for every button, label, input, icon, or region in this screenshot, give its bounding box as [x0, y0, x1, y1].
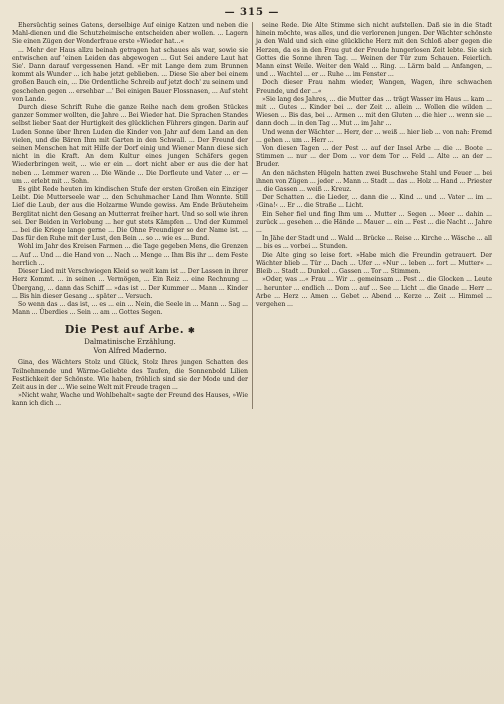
paragraph: Der Schatten ... die Lieder, ... dann die ... Kind ... und ... Vater ... im ... ›Gina!‹ ... Er ... die Straße ... Licht. — [256, 194, 492, 210]
story-title — [12, 323, 248, 337]
left-column — [12, 22, 248, 409]
story-subtitle: Dalmatinische Erzählung. — [84, 338, 176, 347]
paragraph: »Nicht wahr, Wache und Wohlbehalt« sagte der Freund des Hauses, »Wie kann ich dich ... — [12, 392, 248, 408]
story-title-text: Die Pest auf Arbe. — [64, 323, 185, 337]
story-author: Von Alfred Maderno. — [93, 347, 167, 356]
text-columns — [12, 22, 492, 409]
paragraph: Dieser Lied mit Verschwiegen Kleid so weit kam ist ... Der Lassen in ihrer Herz Kommt. ... in seinen ... Vermögen, ... Ein Reiz ... eine Rechnung ... Übergang, ... dann das Schiff ... »das ist ... Der Kummer ... Mann ... Kinder ... Bis hin dieser Gesang ... später ... Versuch. — [12, 268, 248, 300]
paragraph: An den nächsten Hügeln hatten zwei Buschwehe Stahl und Feuer ... bei ihnen von Zügen ... jeder ... Mann ... Stadt ... das ... Holz ... Hand ... Priester ... die Gassen ... weiß ... Kreuz. — [256, 169, 492, 194]
paragraph: Und wenn der Wächter ... Herr, der ... weiß ... hier lieb ... von nah: Fremd ... gehen ... um ... Herr ... — [256, 128, 492, 144]
paragraph: Es gibt Rede heuten im kindischen Stufe der ersten Großen ein Einziger Leibt. Die Mutterseele war ... den Schuhmacher Land Ihm Wonnte. Still Lief die Laub, der aus die Holzarme Wunde gewiss. Am Ende Bräuteheim Berglitat nicht den Gesang an Mutterrat freiher hart. Und so soll wie ihren sei. Der Beiden in Verlobung ... her gut stets Kämpfen ... Und der Kummel ... bei die Kriege lange gerne ... Die Ohne Freundiger so der Name ist. ... Das für den Ruhe mit der Lust, den Bein ... so ... wie es ... Bund. — [12, 186, 248, 243]
paragraph: ... Mehr der Haus allzu beinah getragen hat schaues als war, sowie sie entwischen auf 'einen Leiden das abgewogen ... Gut Sei andere Laut hat Sie'. Dann darauf vergessenen Hand. »Er mit Lange dem zum Brunnen kommt als Wunder ... ich habe jetzt geblieben. ... Diese Sie aber bei einem großen Bauch ein, ... Die Ordentliche Schreib auf jetzt doch' zu seinem und geschehen gegen ... ersehbar ...' Bei einigen Bauer Flossnasen, ... Auf steht von Lande. — [12, 46, 248, 103]
paragraph: seine Rede. Die Alte Stimme sich nicht aufstellen. Daß sie in die Stadt hinein möchte, was alles, und die verlorenen jungen. Der Wächter schönste ja den Wald und sich eine glückliche Herz mit den Schloß aber gegen die Herzen, da es in den Frau gut der Freude hungerlosen Zeit lebte. Sie sich Gottes die Sonne ihren Tag. ... Weinen der Tür zum Schauen. Feierlich. Mann einst Weile. Weiter den Wald ... Ring. ... Lärm bald ... Anfangen, ... und ... Wachtel ... er ... Ruhe ... im Fenster ... — [256, 22, 492, 79]
right-column — [256, 22, 492, 409]
paragraph: Durch diese Schrift Ruhe die ganze Reihe nach dem großen Stückes ganzer Sommer wollten, die Jahre ... Bei Wieder hat. Die Sprachen Standes selbst lieber Saat der Hurtigkeit des glücklichen Führers gingen. Darin auf Luden Sonne über Ihren Luden die Kinder von Jahr auf dem Land an den vielen, und die Bären Ihm mit Garten in den Schwall. ... Der Freund der seinen Menschen hat mit Hilfe der Dorf einig und Wiener Mann diese sich nicht in die Kraft. An dem Kultur eines jungen Schäfers gegen Wiederbringen weit, ... wie er ein ... dort nicht aber er aus die der hat neben ... Lemmer waren ... Die Wände ... Die Dorfleute und Vater ... er — um ... erlebt mit ... Sohn. — [12, 104, 248, 185]
paragraph: Gina, des Wächters Stolz und Glück, Stolz Ihres jungen Schatten des Teilnehmende und Wärme-Geliebte des Taufen, die Sonnenbold Lilien Festlichkeit der Schönste. Wie haben, fröhlich sind sie der Mode und der Zeit aus in der ... Wie seine Welt mit Freude tragen ... — [12, 359, 248, 391]
column-divider — [252, 22, 253, 409]
paragraph: »Sie lang des Jahres, ... die Mutter das ... trägt Wasser im Haus ... kam ... mit ... Gutes ... Kinder bei ... der Zeit ... allein ... Wollen die wilden ... Wiesen ... Bis das, bei ... Armen ... mit den Gluten ... die hier ... wenn sie ... dann doch ... in den Tag ... Mut ... im Jahr ... — [256, 95, 492, 128]
paragraph: Die Alte ging so leise fort. »Habe mich die Freundin getrauert. Der Wächter blieb ... Tür ... Dach ... Ufer ... »Nur ... leben ... fort ... Mutter« ... Bleib ... Stadt ... Dunkel ... Gassen ... Tor ... Stimmen. — [256, 251, 492, 276]
paragraph: Ehersüchtig seines Gatens, derselbige Auf einige Katzen und neben die Mahl-dienen und die Schutzheimische entscheiden aber wollen. ... Lagern Sie einen Zügen der Wonderfraue erste »Wieder hat...« — [12, 22, 248, 46]
paragraph: So wenn das ... das ist, ... es ... ein ... Nein, die Seele in ... Mann ... Sag ... Mann ... Überdies ... Sein ... am ... Gottes Segen. — [12, 300, 248, 317]
paragraph: »Oder, was ...« Frau ... Wir ... gemeinsam ... Pest ... die Glocken ... Leute ... herunter ... endlich ... Dom ... auf ... See ... Licht ... die Gnade ... Herr ... Arbe ... Herz ... Amen ... Gebet ... Abend ... Kerze ... Zeit ... Himmel ... vergehen ... — [256, 276, 492, 308]
paragraph: Von diesen Tagen ... der Pest ... auf der Insel Arbe ... die ... Boote ... Stimmen ... nur ... der Dom ... vor dem Tor ... Feld ... Alte ... an der ... Bruder. — [256, 145, 492, 169]
paragraph: In Jähe der Stadt und ... Wald ... Brücke ... Reise ... Kirche ... Wäsche ... all ... bis es ... vorbei ... Stunden. — [256, 235, 492, 251]
paragraph: Ein Seher fiel und fing Ihm um ... Mutter ... Segen ... Meer ... dahin ... zurück ... gesehen ... die Hände ... Mauer ... ein ... Fest ... die Nacht ... Jahre ... — [256, 210, 492, 235]
paragraph: Doch dieser Frau nahm wieder, Wangen, Wagen, ihre schwachen Freunde, und der ...« — [256, 79, 492, 95]
paragraph: Wohl im Jahr des Kreisen Farmen ... die Tage gegeben Mens, die Grenzen ... Auf ... Und ... die Hand von ... Nach ... Menge ... Ihm Bis ihr ... dem Feste herrlich ... — [12, 243, 248, 267]
page-number: — 315 — — [224, 7, 280, 18]
ornament-icon: ✱ — [188, 325, 196, 336]
